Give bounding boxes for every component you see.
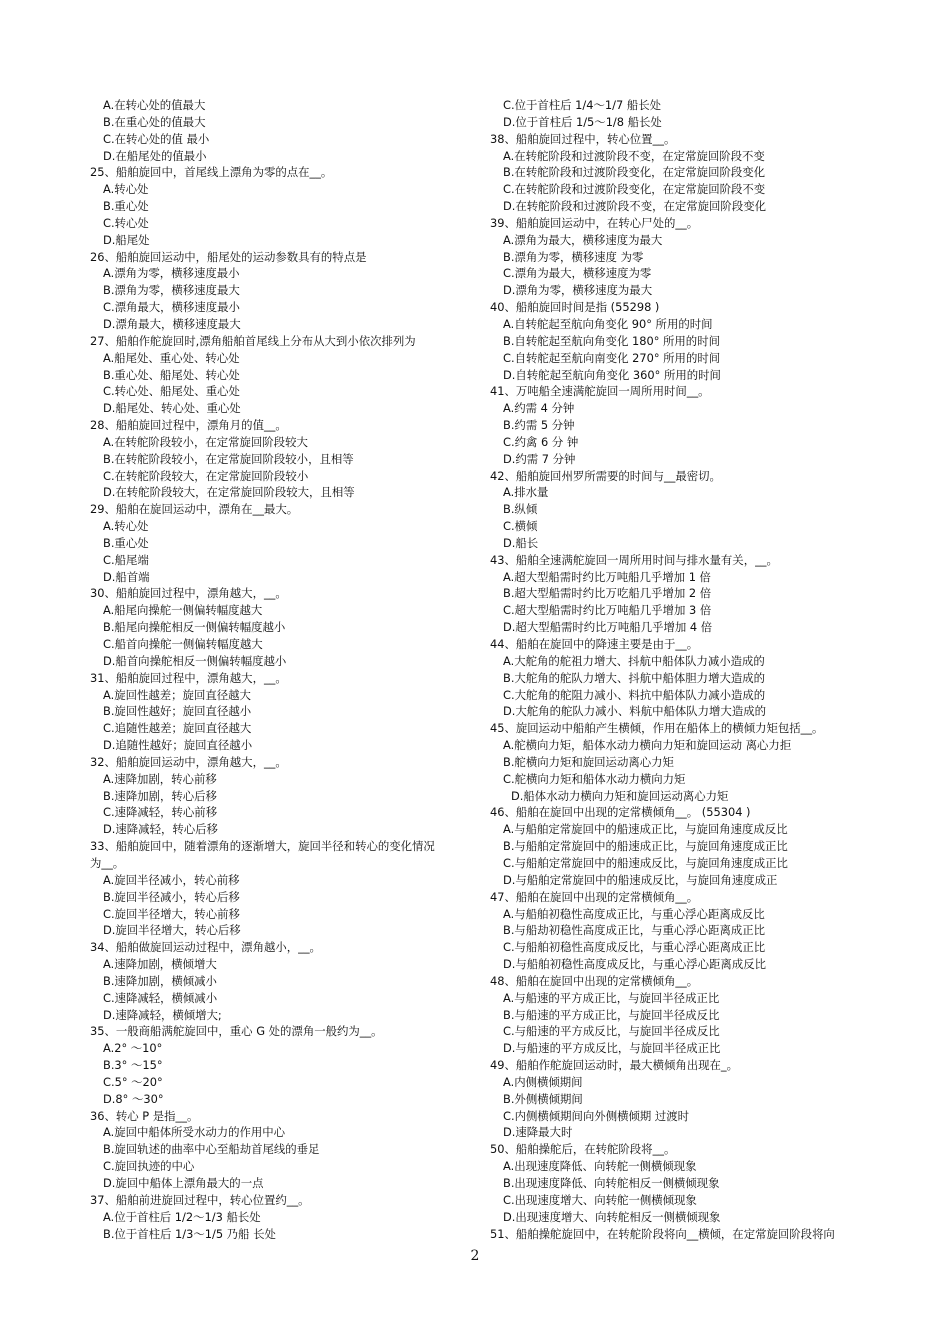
question-line: 51、船舶操舵旋回中，在转舵阶段将向__横倾，在定常旋回阶段将向 xyxy=(490,1226,835,1241)
answer-option: B.重心处 xyxy=(103,535,149,550)
answer-option: C.位于首柱后 1/4～1/7 船长处 xyxy=(503,98,661,112)
answer-option: C.约禽 6 分 钟 xyxy=(503,434,579,449)
question-line: 27、船舶作舵旋回时,漂角船舶首尾线上分布从大到小依次排列为 xyxy=(90,333,416,348)
answer-option: B.速降加剧，转心后移 xyxy=(103,788,217,803)
answer-option: D.在转舵阶段和过渡阶段不变，在定常旋回阶段变化 xyxy=(503,199,766,214)
answer-option: B.在转舵阶段较小，在定常旋回阶段较小，且相等 xyxy=(103,451,354,466)
answer-option: D.出现速度增大、向转舵相反一侧横倾现象 xyxy=(503,1209,721,1224)
answer-option: B.约需 5 分钟 xyxy=(503,418,575,433)
answer-option: C.旋回半径增大，转心前移 xyxy=(103,906,240,921)
question-line: 30、船舶旋回过程中，漂角越大，__。 xyxy=(90,586,287,601)
answer-option: A.船尾向操舵一侧偏转幅度越大 xyxy=(103,603,263,618)
question-line: 26、船舶旋回运动中，船尾处的运动参数具有的特点是 xyxy=(90,249,367,264)
question-line: 48、船舶在旋回中出现的定常横倾角__。 xyxy=(490,973,699,988)
answer-option: B.漂角为零，横移速度最大 xyxy=(103,283,240,298)
answer-option: A.速降加剧，横倾增大 xyxy=(103,957,217,972)
answer-option: B.自转舵起至航向角变化 180° 所用的时间 xyxy=(503,333,720,348)
question-line: 40、船舶旋回时间是指 (55298 ) xyxy=(490,300,660,315)
answer-option: C.横倾 xyxy=(503,519,538,534)
question-line: 44、船舶在旋回中的降速主要是由于__。 xyxy=(490,637,699,651)
answer-option: B.重心处、船尾处、转心处 xyxy=(103,367,240,382)
answer-option: D.8° ～30° xyxy=(103,1091,164,1106)
answer-option: B.与船劫初稳性高度成正比，与重心浮心距离成正比 xyxy=(503,923,766,938)
answer-option: C.与船舶初稳性高度成反比，与重心浮心距离成正比 xyxy=(503,940,766,955)
answer-option: A.超大型船需时约比万吨船几乎增加 1 倍 xyxy=(503,569,711,584)
answer-option: D.漂角为零，横移速度为最大 xyxy=(503,283,653,298)
question-line: 42、船舶旋回州罗所需要的时间与__最密切。 xyxy=(490,468,721,483)
answer-option: A.船尾处、重心处、转心处 xyxy=(103,350,240,365)
answer-option: A.自转舵起至航向角变化 90° 所用的时间 xyxy=(503,316,713,331)
question-line: 50、船舶操舵后，在转舵阶段将__。 xyxy=(490,1142,676,1157)
left-column xyxy=(90,97,475,1242)
answer-option: D.船长 xyxy=(503,535,539,550)
answer-option: B.出现速度降低、向转舵相反一侧横倾现象 xyxy=(503,1176,720,1190)
answer-option: A.舵横向力矩，船体水动力横向力矩和旋回运动 离心力拒 xyxy=(503,738,792,753)
answer-option: B.旋回半径减小，转心后移 xyxy=(103,889,240,904)
answer-option: A.旋回半径减小，转心前移 xyxy=(103,872,240,887)
answer-option: D.船尾处、转心处、重心处 xyxy=(103,401,241,416)
question-line: 33、船舶旋回中，随着漂角的逐渐增大，旋回半径和转心的变化情况 xyxy=(90,839,435,854)
answer-option: C.超大型船需时约比万吨船几乎增加 3 倍 xyxy=(503,603,712,618)
answer-option: B.大舵角的舵队力增大、抖航中船体胆力增大造成的 xyxy=(503,670,766,685)
answer-option: A.与船速的平方成正比，与旋回半径成正比 xyxy=(503,990,720,1005)
answer-option: C.漂角为最大，横移速度为零 xyxy=(503,266,652,281)
answer-option: A.漂角为零，横移速度最小 xyxy=(103,266,240,281)
question-line: 28、船舶旋回过程中，漂角月的值__。 xyxy=(90,418,287,433)
answer-option: B.在重心处的值最大 xyxy=(103,114,206,129)
answer-option: A.出现速度降低、向转舵一侧横倾现象 xyxy=(503,1159,697,1174)
answer-option: B.旋回性越好；旋回直径越小 xyxy=(103,704,252,719)
answer-option: A.转心处 xyxy=(103,182,149,197)
answer-option: A.旋回性越差；旋回直径越大 xyxy=(103,687,251,702)
answer-option: D.约需 7 分钟 xyxy=(503,451,576,466)
answer-option: D.旋回半径增大，转心后移 xyxy=(103,923,241,938)
answer-option: B.纵倾 xyxy=(503,502,538,517)
answer-option: A.转心处 xyxy=(103,519,149,534)
answer-option: B.超大型船需时约比万吃船几乎增加 2 倍 xyxy=(503,586,712,601)
answer-option: B.在转舵阶段和过渡阶段变化，在定常旋回阶段变化 xyxy=(503,165,766,180)
answer-option: C.速降减轻，转心前移 xyxy=(103,805,218,820)
question-line: 为__。 xyxy=(90,855,125,870)
answer-option: A.大舵角的舵祖力增大、抖航中船体队力减小造成的 xyxy=(503,653,765,668)
answer-option: A.位于首柱后 1/2～1/3 船长处 xyxy=(103,1209,261,1224)
question-line: 46、船舶在旋回中出现的定常横倾角__。 (55304 ) xyxy=(490,805,751,820)
answer-option: B.重心处 xyxy=(103,199,149,214)
answer-option: A.漂角为最大，横移速度为最大 xyxy=(503,232,663,247)
answer-option: C.船尾端 xyxy=(103,552,149,567)
answer-option: C.出现速度增大、向转舵一侧横倾现象 xyxy=(503,1192,697,1207)
question-line: 25、船舶旋回中，首尾线上漂角为零的点在__。 xyxy=(90,165,333,180)
answer-option: D.追随性越好；旋回直径越小 xyxy=(103,738,253,753)
answer-option: B.旋回轨述的曲率中心至船劫首尾线的垂足 xyxy=(103,1142,320,1157)
answer-option: D.漂角最大，横移速度最大 xyxy=(103,316,241,331)
answer-option: D.在船尾处的值最小 xyxy=(103,148,207,163)
question-line: 39、船舶旋回运动中，在转心尸处的__。 xyxy=(490,215,699,230)
question-line: 49、船舶作舵旋回运动时，最大横倾角出现在_。 xyxy=(490,1058,739,1073)
right-column xyxy=(490,97,890,1242)
question-line: 36、转心 P 是指__。 xyxy=(90,1108,199,1123)
answer-option: B.与船速的平方成正比，与旋回半径成反比 xyxy=(503,1007,720,1022)
answer-option: C.舵横向力矩和船体水动力横向力矩 xyxy=(503,771,686,786)
question-line: 32、船舶旋回运动中，漂角越大，__。 xyxy=(90,754,287,769)
answer-option: A.约需 4 分钟 xyxy=(503,401,575,416)
answer-option: C.在转舵阶段较大，在定常旋回阶段较小 xyxy=(103,468,309,483)
answer-option: D.位于首柱后 1/5～1/8 船长处 xyxy=(503,114,662,129)
answer-option: B.船尾向操舵相反一侧偏转幅度越小 xyxy=(103,620,286,635)
answer-option: C.自转舵起至航向南变化 270° 所用的时间 xyxy=(503,350,721,365)
answer-option: B.与船舶定常旋回中的船速成正比，与旋回角速度成正比 xyxy=(503,839,788,854)
answer-option: C.旋回执迹的中心 xyxy=(103,1159,195,1174)
answer-option: D.与船舶定常旋回中的船速成反比，与旋回角速度成正 xyxy=(503,872,778,887)
answer-option: A.与船舶初稳性高度成正比，与重心浮心距离成反比 xyxy=(503,906,765,921)
answer-option: B.3° ～15° xyxy=(103,1058,163,1073)
question-line: 47、船舶在旋回中出现的定常横倾角__。 xyxy=(490,889,699,904)
answer-option: A.旋回中船体所受水动力的作用中心 xyxy=(103,1125,286,1140)
answer-option: D.在转舵阶段较大，在定常旋回阶段较大，且相等 xyxy=(103,485,355,500)
question-line: 43、船舶全速满舵旋回一周所用时间与排水量有关，__。 xyxy=(490,552,778,567)
question-line: 29、船舶在旋回运动中，漂角在__最大。 xyxy=(90,502,299,517)
answer-option: C.内侧横倾期间向外侧横倾期 过渡时 xyxy=(503,1108,690,1123)
answer-option: D.自转舵起至航向角变化 360° 所用的时间 xyxy=(503,367,721,382)
answer-option: C.与船速的平方成反比，与旋回半径成反比 xyxy=(503,1024,720,1039)
question-line: 45、旋回运动中船舶产生横倾，作用在船体上的横倾力矩包括__。 xyxy=(490,721,824,736)
answer-option: C.转心处 xyxy=(103,215,149,230)
answer-option: A.在转舵阶段较小，在定常旋回阶段较大 xyxy=(103,434,308,449)
answer-option: C.5° ～20° xyxy=(103,1074,163,1089)
answer-option: C.漂角最大，横移速度最小 xyxy=(103,300,240,315)
answer-option: A.在转心处的值最大 xyxy=(103,98,206,112)
question-line: 37、船舶前进旋回过程中，转心位置约__。 xyxy=(90,1192,310,1207)
answer-option: D.船体水动力横向力矩和旋回运动离心力矩 xyxy=(511,788,729,803)
answer-option: B.漂角为零，横移速度 为零 xyxy=(503,249,644,264)
page-number: 2 xyxy=(470,1248,480,1264)
answer-option: A.内侧横倾期间 xyxy=(503,1074,583,1089)
answer-option: A.在转舵阶段和过渡阶段不变，在定常旋回阶段不变 xyxy=(503,148,765,163)
answer-option: D.与船速的平方成反比，与旋回半径成正比 xyxy=(503,1041,721,1056)
answer-option: D.速降最大时 xyxy=(503,1125,573,1140)
answer-option: D.船尾处 xyxy=(103,232,150,247)
question-line: 38、船舶旋回过程中，转心位置__。 xyxy=(490,131,676,146)
answer-option: C.与船舶定常旋回中的船速成反比，与旋回角速度成正比 xyxy=(503,855,788,870)
answer-option: D.速降减轻，横倾增大; xyxy=(103,1007,222,1022)
answer-option: D.旋回中船体上漂角最大的一点 xyxy=(103,1176,264,1190)
answer-option: B.位于首柱后 1/3～1/5 乃船 长处 xyxy=(103,1226,276,1241)
answer-option: D.与船舶初稳性高度成反比，与重心浮心距离成反比 xyxy=(503,957,766,972)
answer-option: A.2° ～10° xyxy=(103,1041,163,1056)
answer-option: C.追随性越差；旋回直径越大 xyxy=(103,721,252,736)
answer-option: C.在转心处的值 最小 xyxy=(103,131,210,146)
question-line: 34、船舶做旋回运动过程中，漂角越小，__。 xyxy=(90,940,321,955)
answer-option: C.在转舵阶段和过渡阶段变化，在定常旋回阶段不变 xyxy=(503,182,766,197)
question-line: 31、船舶旋回过程中，漂角越大，__。 xyxy=(90,670,287,685)
answer-option: C.船首向操舵一侧偏转幅度越大 xyxy=(103,637,263,651)
answer-option: D.超大型船需时约比万吨船几乎增加 4 倍 xyxy=(503,620,713,635)
question-line: 35、一般商船满舵旋回中，重心 G 处的漂角一般约为__。 xyxy=(90,1024,383,1039)
answer-option: D.船首端 xyxy=(103,569,150,584)
answer-option: D.船首向操舵相反一侧偏转幅度越小 xyxy=(103,653,287,668)
answer-option: D.大舵角的舵队力减小、料航中船体队力增大造成的 xyxy=(503,704,766,719)
question-line: 41、万吨船全速满舵旋回一周所用时间__。 xyxy=(490,384,710,399)
answer-option: A.排水量 xyxy=(503,485,549,500)
answer-option: A.速降加剧，转心前移 xyxy=(103,771,217,786)
answer-option: B.舵横向力矩和旋回运动离心力矩 xyxy=(503,754,674,769)
answer-option: C.转心处、船尾处、重心处 xyxy=(103,384,240,399)
answer-option: D.速降减轻，转心后移 xyxy=(103,822,218,837)
answer-option: B.外侧横倾期间 xyxy=(503,1091,583,1106)
answer-option: C.大舵角的舵阻力减小、料抗中船体队力减小造成的 xyxy=(503,687,766,702)
answer-option: A.与船舶定常旋回中的船速成正比，与旋回角速度成反比 xyxy=(503,822,788,837)
answer-option: C.速降减轻，横倾减小 xyxy=(103,990,218,1005)
answer-option: B.速降加剧，横倾减小 xyxy=(103,973,217,988)
